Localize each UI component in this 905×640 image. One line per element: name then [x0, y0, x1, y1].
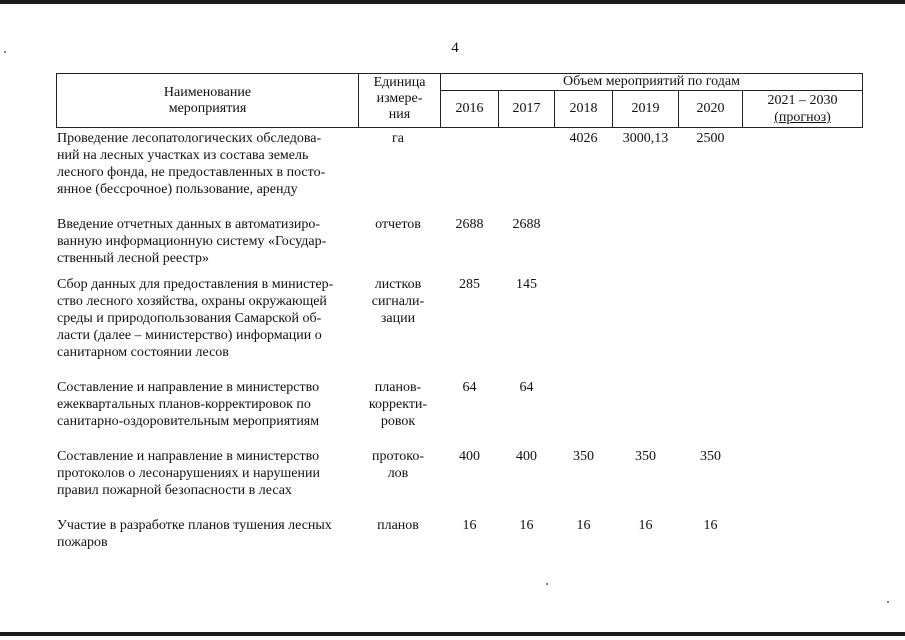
row-2-unit: отчетов: [375, 217, 421, 232]
header-activity-name: Наименование мероприятия: [163, 85, 252, 116]
row-3-value-2016: 285: [459, 277, 480, 292]
row-6-unit: планов: [377, 518, 419, 533]
row-4-activity: Составление и направление в министерство ежеквартальных планов-корректировок по санитарно-оздоровительным мероприятиям: [57, 380, 320, 429]
scan-speck: [4, 51, 6, 53]
scan-speck: [546, 583, 548, 585]
forecast-label-text: (прогноз): [774, 110, 831, 125]
row-6-value-2018: 16: [576, 518, 591, 533]
row-3-unit: листков сигнали- зации: [371, 277, 425, 326]
row-6-value-2017: 16: [519, 518, 534, 533]
row-2-activity: Введение отчетных данных в автоматизиро- ванную информационную систему «Государ- ственный лесной реестр»: [57, 217, 327, 266]
scan-bottom-border: [0, 632, 905, 636]
header-forecast-label: [743, 110, 862, 126]
header-year-2017: 2017: [512, 101, 541, 116]
row-5-value-2018: 350: [573, 449, 594, 464]
row-6-activity: Участие в разработке планов тушения лесных пожаров: [57, 518, 332, 550]
header-year-2020: 2020: [696, 101, 725, 116]
table-right-border: [862, 73, 863, 128]
scan-top-border: [0, 0, 905, 4]
row-5-value-2019: 350: [635, 449, 656, 464]
row-2-value-2017: 2688: [512, 217, 541, 232]
row-1-value-2020: 2500: [696, 131, 725, 146]
header-volume-by-years: Объем мероприятий по годам: [563, 74, 740, 89]
header-unit: Единица измере- ния: [373, 75, 426, 122]
row-4-value-2017: 64: [519, 380, 534, 395]
row-6-value-2019: 16: [638, 518, 653, 533]
year-subheader-line: [440, 90, 863, 91]
row-5-value-2016: 400: [459, 449, 480, 464]
row-3-value-2017: 145: [516, 277, 537, 292]
row-5-value-2017: 400: [516, 449, 537, 464]
scan-speck: [887, 601, 889, 603]
header-year-2019: 2019: [631, 101, 660, 116]
row-4-unit: планов- корректи- ровок: [368, 380, 428, 429]
row-1-activity: Проведение лесопатологических обследова- ний на лесных участках из состава земель лесного фонда, не предоставленных в посто- янное (бессрочное) пользование, аренду: [57, 131, 326, 197]
row-1-value-2019: 3000,13: [622, 131, 669, 146]
row-5-activity: Составление и направление в министерство протоколов о лесонарушениях и нарушении правил пожарной безопасности в лесах: [57, 449, 320, 498]
row-2-value-2016: 2688: [455, 217, 484, 232]
row-5-value-2020: 350: [700, 449, 721, 464]
row-6-value-2016: 16: [462, 518, 477, 533]
row-1-value-2018: 4026: [569, 131, 598, 146]
row-1-unit: га: [392, 131, 404, 146]
header-year-2016: 2016: [455, 101, 484, 116]
row-5-unit: протоко- лов: [372, 449, 424, 481]
row-3-activity: Сбор данных для предоставления в министер- ство лесного хозяйства, охраны окружающей среды и природопользования Самарской об- ласти (далее – министерство) информации о санитарном состоянии лесов: [57, 277, 334, 360]
page-number: 4: [451, 40, 459, 56]
row-6-value-2020: 16: [703, 518, 718, 533]
header-forecast-years: 2021 – 2030: [767, 93, 838, 108]
header-year-2018: 2018: [569, 101, 598, 116]
row-4-value-2016: 64: [462, 380, 477, 395]
